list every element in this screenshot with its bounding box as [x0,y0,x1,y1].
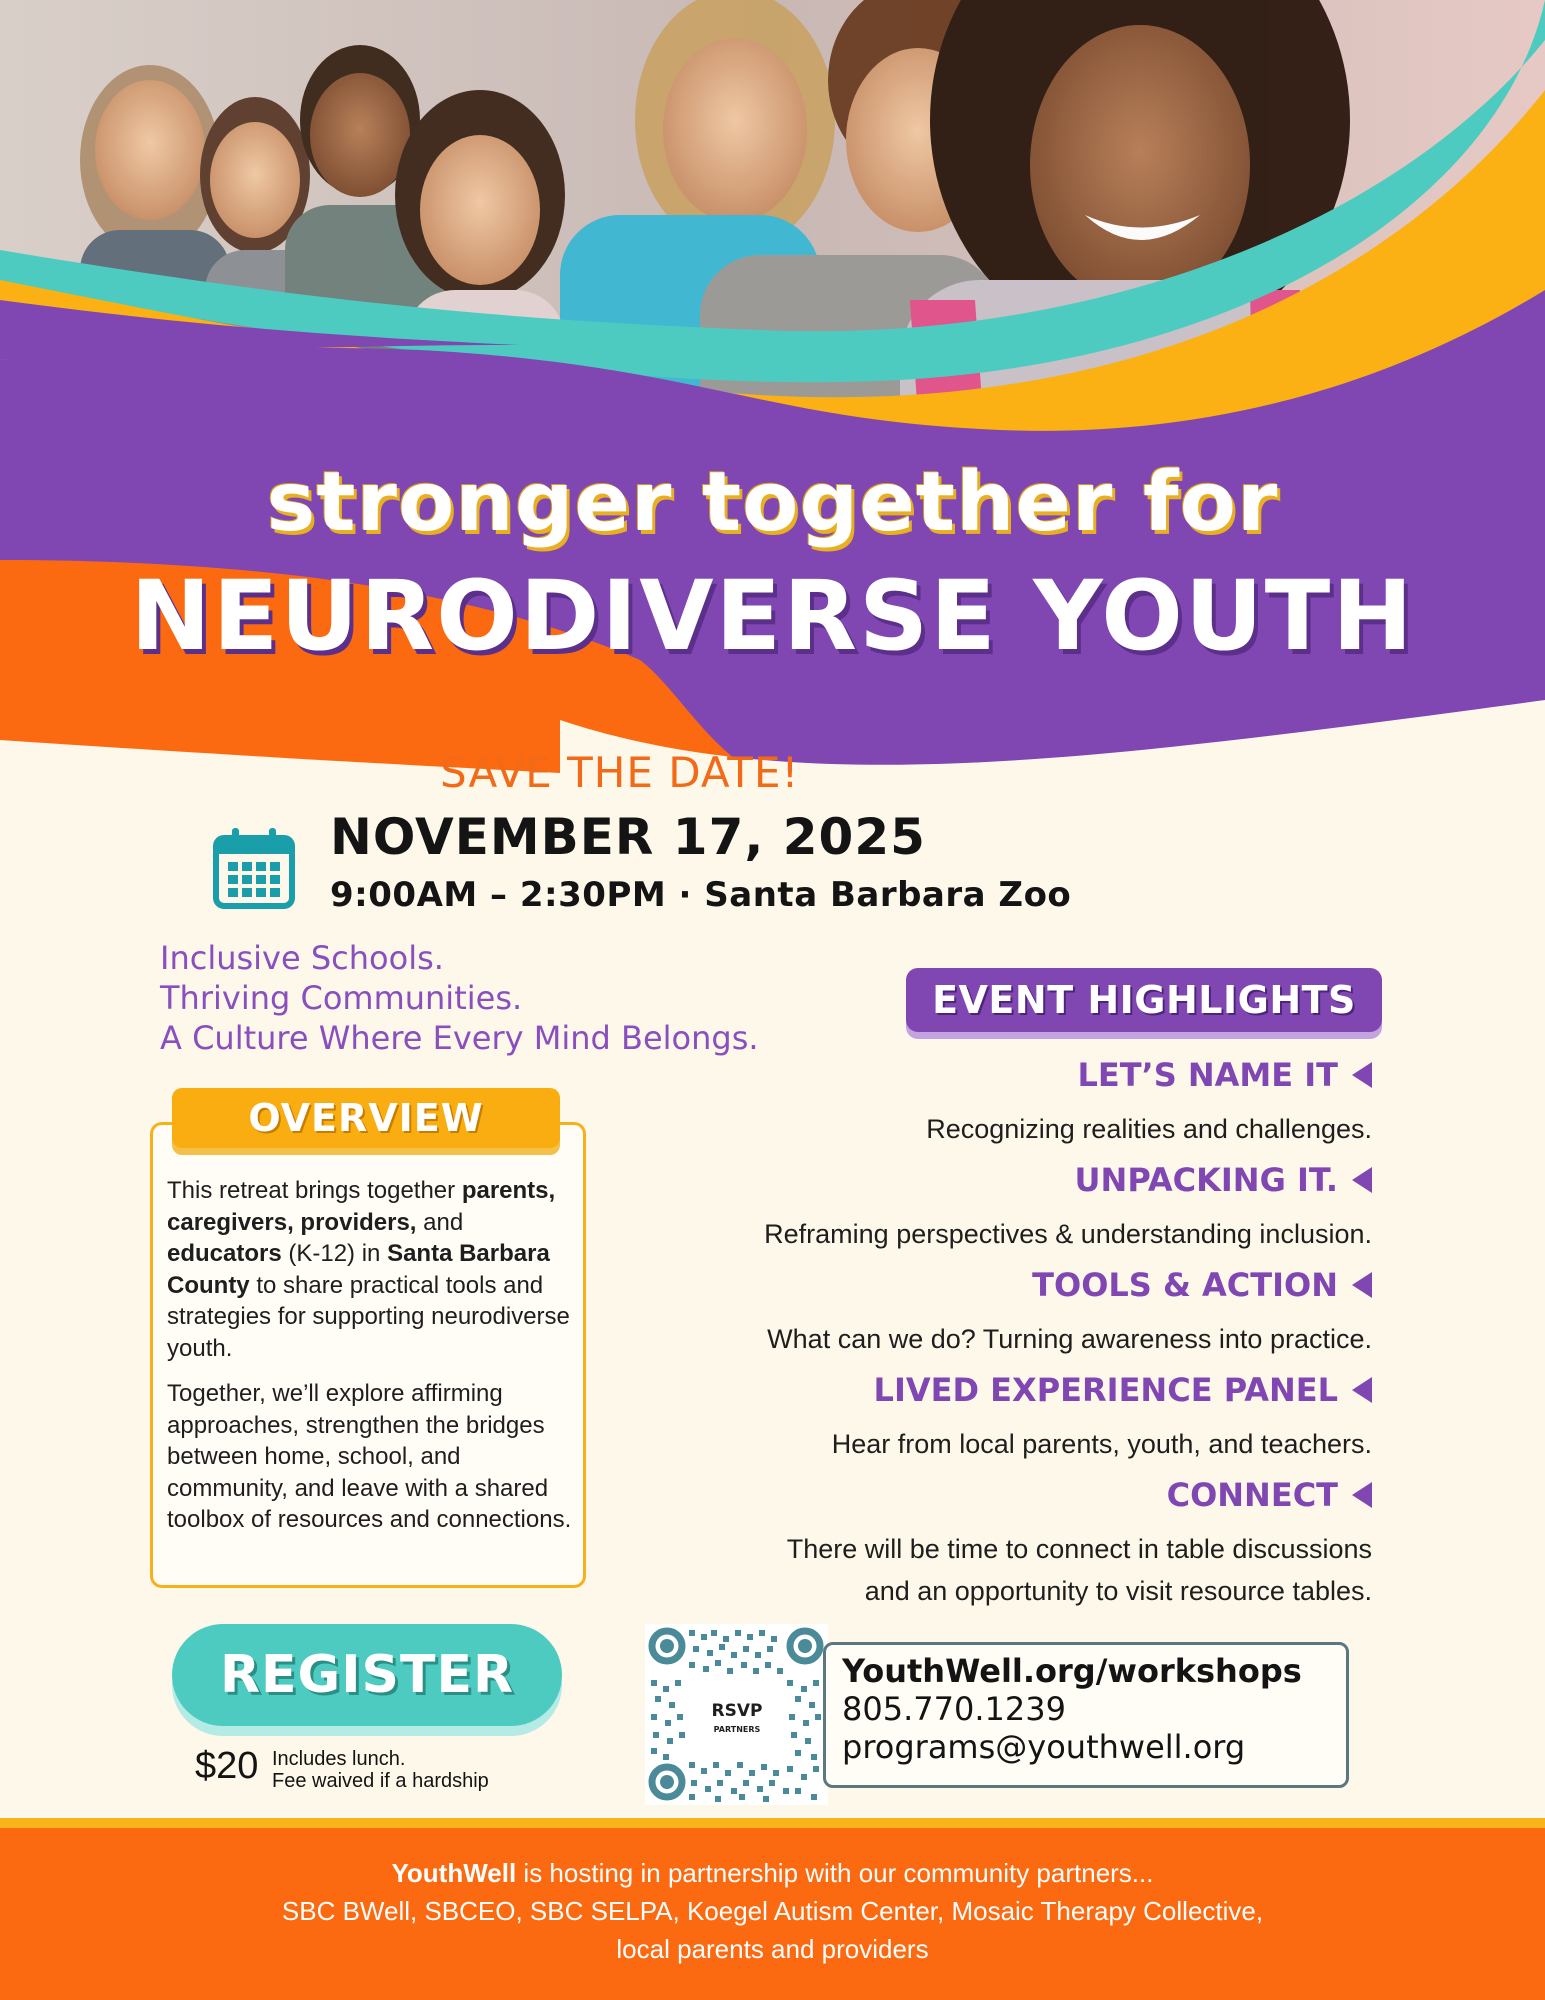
tagline-line: A Culture Where Every Mind Belongs. [160,1019,759,1057]
calendar-icon [212,826,296,910]
highlight-title-text: LIVED EXPERIENCE PANEL [873,1371,1338,1409]
highlight-title-text: CONNECT [1166,1476,1338,1514]
qr-label-rsvp: RSVP [711,1701,763,1721]
overview-paragraph-2: Together, we’ll explore affirming approaches, strengthen the bridges between home, school, and community, and leave with a shared toolbox of resources and connections. [167,1380,572,1533]
highlight-desc: and an opportunity to visit resource tables. [864,1576,1372,1606]
footer-line-1 [0,1858,1545,1889]
price: $20 [195,1745,259,1787]
highlight-title-text: LET’S NAME IT [1077,1056,1338,1094]
headline-line2: NEURODIVERSE YOUTH [130,560,1415,672]
register-button[interactable]: REGISTER [172,1624,562,1726]
tagline-line: Thriving Communities. [160,979,523,1017]
footer-host: YouthWell [391,1858,517,1888]
qr-label-partners: PARTNERS [713,1725,761,1734]
event-date: NOVEMBER 17, 2025 [330,808,926,866]
phone-number[interactable]: 805.770.1239 [842,1690,1066,1728]
footer-line-1-text: is hosting in partnership with our community partners... [516,1858,1154,1888]
triangle-left-icon [1352,1377,1372,1403]
highlight-title [832,1371,1372,1409]
overview-text [167,1175,577,1550]
overview-text-span: (K-12) in [281,1240,388,1267]
highlight-desc: Recognizing realities and challenges. [926,1114,1372,1144]
triangle-left-icon [1352,1482,1372,1508]
contact-info [842,1652,1302,1766]
highlight-title-text: UNPACKING IT. [1074,1161,1338,1199]
highlight-title [767,1266,1372,1304]
footer [0,1828,1545,2000]
highlight-desc: Hear from local parents, youth, and teachers. [831,1429,1372,1459]
qr-code[interactable] [645,1624,828,1805]
overview-text-span: to share practical tools and strategies for supporting neurodiverse youth. [167,1271,570,1362]
tagline-line: Inclusive Schools. [160,939,444,977]
overview-heading: OVERVIEW [172,1088,560,1148]
save-the-date: SAVE THE DATE! [440,748,800,797]
email-link[interactable]: programs@youthwell.org [842,1728,1246,1766]
highlight-item [767,1266,1372,1360]
price-note [272,1748,489,1792]
highlight-title [787,1476,1372,1514]
highlight-item [787,1476,1372,1612]
price-note-line: Fee waived if a hardship [272,1770,489,1792]
overview-bold-audience: parents, caregivers, providers, [167,1177,556,1236]
overview-paragraph-1 [167,1175,577,1364]
event-time-location: 9:00AM – 2:30PM · Santa Barbara Zoo [330,875,1072,915]
overview-text-span: and [416,1208,464,1236]
footer-line-2: SBC BWell, SBCEO, SBC SELPA, Koegel Autism Center, Mosaic Therapy Collective, [281,1896,1264,1926]
highlight-title [764,1161,1372,1199]
footer-line-3: local parents and providers [616,1934,929,1964]
triangle-left-icon [1352,1272,1372,1298]
highlight-desc: There will be time to connect in table discussions [786,1534,1372,1564]
price-note-line: Includes lunch. [272,1748,406,1770]
highlight-desc: Reframing perspectives & understanding inclusion. [764,1219,1372,1249]
triangle-left-icon [1352,1062,1372,1088]
tagline [160,938,759,1058]
highlight-title-text: TOOLS & ACTION [1032,1266,1338,1304]
highlight-item [764,1161,1372,1255]
overview-bold-educators: educators [167,1240,282,1267]
highlight-item [832,1371,1372,1465]
highlight-item [926,1056,1372,1150]
headline-line1: stronger together for [266,455,1279,550]
footer-stripe [0,1818,1545,1828]
event-highlights-heading: EVENT HIGHLIGHTS [906,968,1382,1032]
highlight-title [926,1056,1372,1094]
triangle-left-icon [1352,1167,1372,1193]
website-link[interactable]: YouthWell.org/workshops [842,1652,1302,1690]
highlight-desc: What can we do? Turning awareness into practice. [767,1324,1372,1354]
overview-text-span: This retreat brings together [167,1177,462,1204]
overview-bold-county: Santa Barbara County [167,1240,550,1299]
